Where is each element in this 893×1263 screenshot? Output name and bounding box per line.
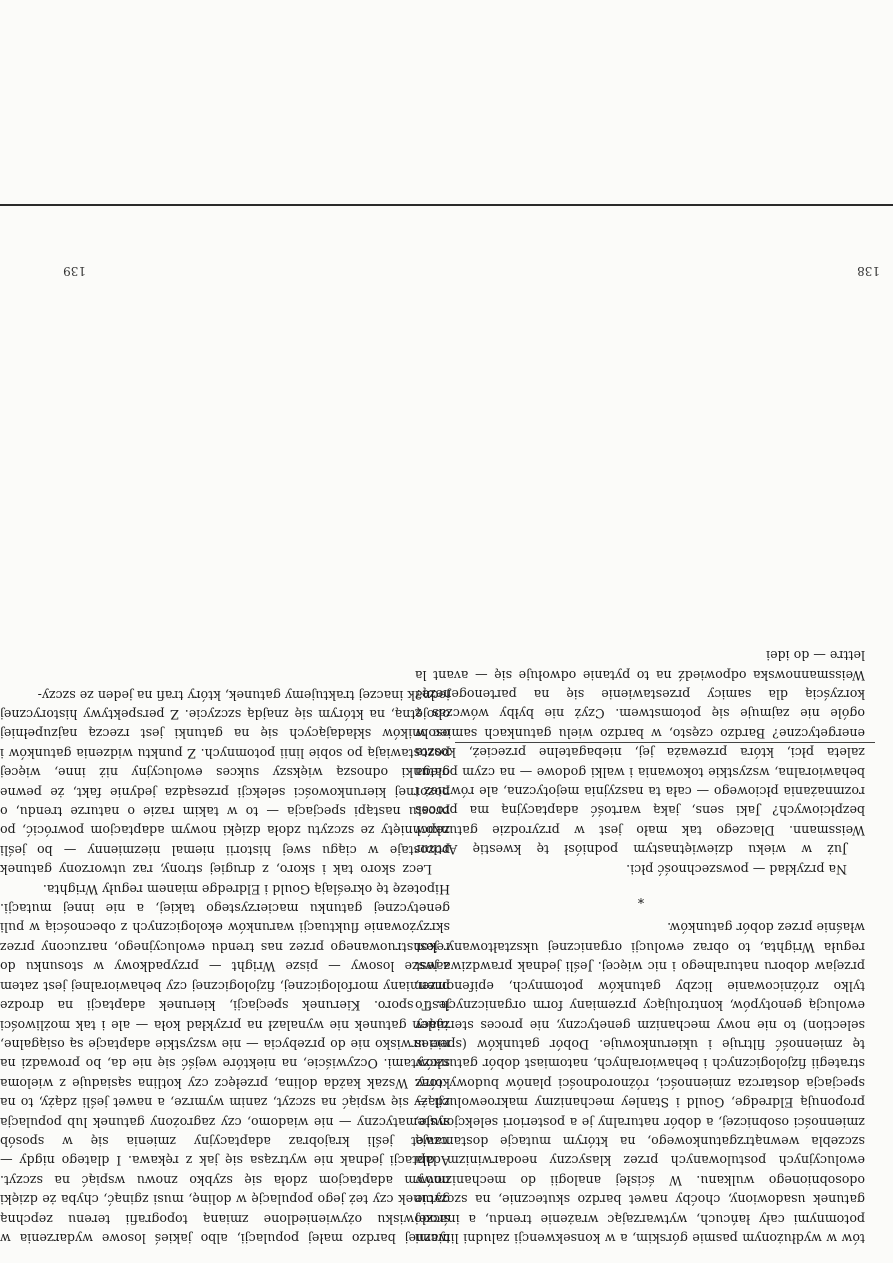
section-separator: *: [635, 891, 645, 907]
page-number-139: 139: [63, 264, 86, 278]
page-138-text: [415, 646, 865, 1248]
paragraph: Już w wieku dziewiętnastym podniósł tę kwestię Arthur Weissmann. Dlaczego tak mało jest w przyrodzie gatunków bezpłciowych? Jaki sens, jaką wartość adaptacyjną ma proces rozmnażania płciowego — cała ta naszyjnia mejotyczna, ale również i behawioralna, wszystkie tokowania i walki godowe — na czym polega zaleta płci, która przeważa jej, niebagatelne przecież, koszta energetyczne? Bardzo często, w bardzo wielu gatunkach samiec w ogóle nie zajmuje się potomstwem. Czyż nie byłby wówczas z korzyścią dla samicy przestawienie się na partenogenezę? Weissmannowska odpowiedź na to pytanie odwołuje się — avant la lettre — do idei: [415, 648, 865, 858]
paragraph: Na przykład — powszechność płci.: [626, 861, 847, 877]
paragraph: tycznej bardzo małej populacji, albo jakieś losowe wydarzenia w środowisku ożywieniedlone zmianą topografii terenu zepchną gatunek czy też jego populację w dolinę, musi zginąć, chyba że dzięki nowym adaptacjom zdoła się szybko znowu wspiąć na szczyt. Adaptacji jednak nie wytrząsa się jak z rękawa. I dlatego nigdy — nawet jeśli krajobraz adaptacyjny zmienia się w sposób systematyczny — nie wiadomo, czy zagrożony gatunek lub populacja zdąży się wspiąć na szczyt, zanim wymrze, a nawet jeśli zdąży, to na który. Wszak każda dolina, przełęcz czy kotlina sąsiaduje z wieloma szczytami. Oczywiście, na niektóre wejść się nie da, bo prowadzi na nie urwisko nie do przebycia — nie wszystkie adaptacje są osiągalne, żaden gatunek nie wynalazł na przykład koła — ale i tak możliwości jest sporo. Kierunek specjacji, kierunek adaptacji na drodze przemiany morfologicznej, fizjologicznej czy behawioralnej jest zatem zawsze losowy — pisze Wright — przypadkowy w stosunku do rekonstruowanego przez nas trendu ewolucyjnego, narzucony przez skrzyżowanie fluktuacji warunków ekologicznych z obecnością w puli genetycznej gatunku macierzystego takiej, a nie innej mutacji. Hipotezę tę określają Gould i Eldredge mianem reguły Wrighta.: [0, 881, 450, 1246]
page-139-text: [0, 685, 450, 1248]
paragraph: Lecz skoro tak i skoro, z drugiej strony, raz utworzony gatunek pozostaje w ciągu swej historii niemal niezmienny — bo jeśli zepchnięty ze szczytu zdoła dzięki nowym adaptacjom powrócić, po prostu nastąpi specjacja — to w takim razie o naturze trendu, o pozornej kierunkowości selekcji przesądza jedynie fakt, że pewne gatunki odnoszą większy sukces ewolucyjny niż inne, więcej pozostawiają po sobie linii potomnych. Z punktu widzenia gatunków i osobników składających się na gatunki jest rzeczą najzupełniej obojętną, na którym się znajdą szczycie. Z perspektywy historycznej jednak inaczej traktujemy gatunek, który trafi na jeden ze szczy-: [0, 687, 450, 878]
top-margin-rule: [0, 204, 893, 206]
paragraph: tów w wydłużonym pasmie górskim, a w konsekwencji zaludni liniami potomnymi cały łańcuch, wytwarzając wrażenie trendu, a inaczej gatunek usadowiony, choćby nawet bardzo skutecznie, na szczycie odosobnionego wulkanu. W ścisłej analogii do mechanizmów ewolucyjnych postulowanych przez klasyczny neodarwinizm dla szczebla wewnątrzgatunkowego, na którym mutacje dostarczają zmienności osobniczej, a dobór naturalny je a posteriori selekcjonuje, proponują Eldredge, Gould i Stanley mechanizmy makroewolucji — specjacja dostarcza zmienności, różnorodności planów budowy oraz strategii fizjologicznych i behawioralnych, natomiast dobór gatunków tę zmienność filtruje i ukierunkowuje. Dobór gatunków (species selection) to nie nowy mechanizm genetyczny, nie proces sterujący ewolucją genotypów, kontrolujący przemiany form organicznych. To tylko zróżnicowanie liczby gatunków potomnych, epifenomen, przejaw doboru naturalnego i nic więcej. Jeśli jednak prawdziwa jest reguła Wrighta, to obraz ewolucji organicznej ukształtowany jest właśnie przez dobór gatunków.: [415, 920, 865, 1246]
page-number-138: 138: [857, 264, 880, 278]
center-gutter-rule: [455, 742, 875, 743]
